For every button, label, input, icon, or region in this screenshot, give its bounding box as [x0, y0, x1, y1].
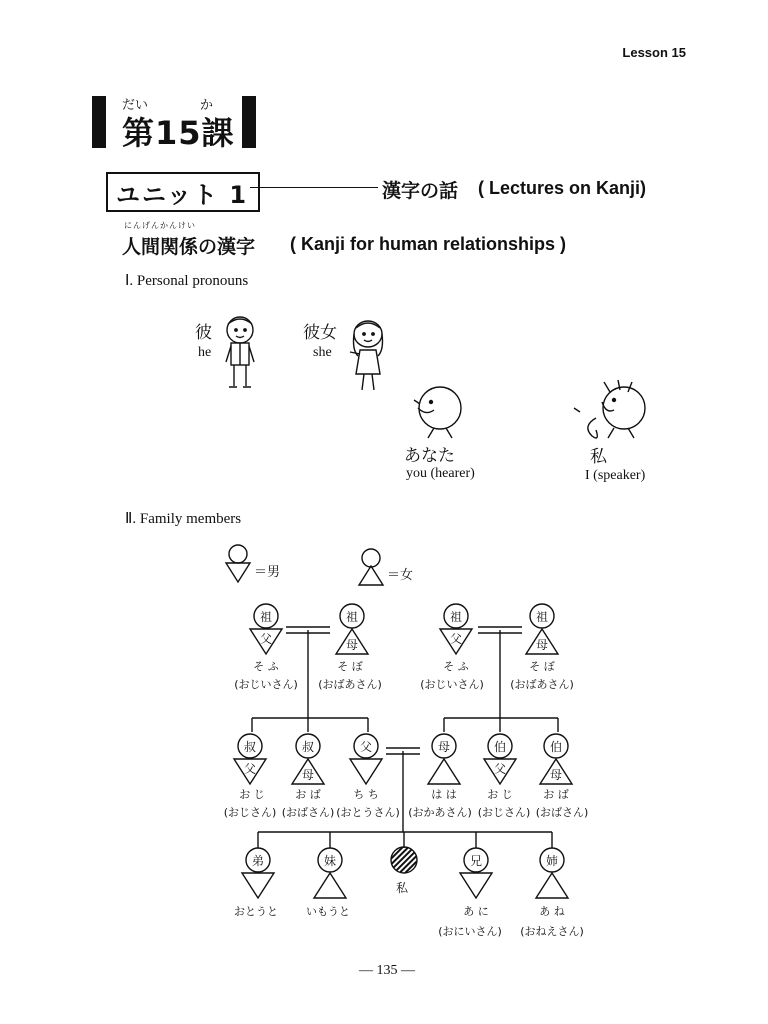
- kinship-polite: (おばさん): [281, 806, 335, 819]
- kinship-reading: あ に: [463, 905, 489, 918]
- pronoun-kanji: 彼女: [303, 323, 337, 343]
- ruby-dai: だい: [122, 98, 149, 113]
- kinship-polite: (おねえさん): [520, 925, 584, 938]
- kinship-reading: そ ぼ: [529, 660, 555, 673]
- legend-male-icon: [226, 545, 250, 582]
- kinship-kanji: 妹: [323, 854, 337, 868]
- kinship-kanji: 兄: [469, 854, 483, 868]
- legend-male-label: ＝男: [254, 565, 281, 580]
- page-number: — 135 —: [359, 963, 415, 978]
- kinship-polite: (おかあさん): [408, 806, 472, 819]
- boy-figure-icon: [226, 317, 254, 387]
- kinship-kanji: 父: [493, 762, 507, 776]
- kinship-kanji: 祖: [345, 610, 359, 624]
- kinship-polite: (おばあさん): [510, 678, 574, 691]
- pronoun-english: he: [198, 345, 212, 360]
- topic-ruby: にんげんかんけい: [124, 221, 196, 230]
- kinship-kanji: 母: [301, 768, 315, 782]
- kinship-kanji: 母: [437, 740, 451, 754]
- kinship-kanji: 伯: [549, 740, 563, 754]
- pronoun-kanji: 私: [590, 447, 607, 467]
- kinship-reading: いもうと: [306, 905, 350, 918]
- kinship-polite: (おじいさん): [420, 678, 484, 691]
- kinship-kanji: 叔: [301, 740, 315, 754]
- kinship-reading: 私: [395, 881, 409, 895]
- pronoun-kanji: あなた: [404, 446, 455, 466]
- kinship-kanji: 伯: [493, 740, 507, 754]
- ruby-ka: か: [200, 98, 214, 113]
- hearer-face-icon: [414, 387, 461, 438]
- kinship-reading: そ ぼ: [337, 660, 363, 673]
- kinship-kanji: 祖: [535, 610, 549, 624]
- kinship-polite: (おとうさん): [336, 806, 400, 819]
- section-heading-family: Ⅱ. Family members: [125, 511, 242, 527]
- topic-title-jp: 人間関係の漢字: [122, 236, 256, 258]
- kinship-kanji: 母: [345, 638, 359, 652]
- kinship-kanji: 父: [243, 762, 257, 776]
- legend-female-icon: [359, 549, 383, 585]
- kinship-reading: そ ふ: [443, 660, 469, 673]
- kinship-reading: そ ふ: [253, 660, 279, 673]
- legend-female-label: ＝女: [387, 568, 414, 583]
- lesson-title: 第15課: [122, 114, 235, 152]
- unit-title-en: ( Lectures on Kanji): [478, 178, 647, 198]
- self-symbol: [391, 847, 417, 873]
- kinship-reading: は は: [431, 788, 457, 801]
- kinship-reading: ち ち: [353, 788, 379, 801]
- girl-figure-icon: [350, 321, 383, 390]
- kinship-kanji: 叔: [243, 740, 257, 754]
- kinship-reading: お ば: [543, 788, 569, 801]
- family-tree: [0, 530, 768, 950]
- topic-title-en: ( Kanji for human relationships ): [290, 234, 567, 254]
- kinship-kanji: 母: [535, 638, 549, 652]
- pronoun-english: I (speaker): [585, 468, 646, 483]
- kinship-kanji: 弟: [251, 854, 265, 868]
- unit-title-jp: 漢字の話: [382, 180, 459, 202]
- kinship-kanji: 母: [549, 768, 563, 782]
- kinship-kanji: 祖: [259, 610, 273, 624]
- kinship-reading: お じ: [487, 788, 513, 801]
- kinship-kanji: 姉: [545, 854, 559, 868]
- kinship-polite: (おじいさん): [234, 678, 298, 691]
- pronoun-kanji: 彼: [195, 323, 212, 343]
- kinship-kanji: 父: [449, 632, 463, 646]
- kinship-polite: (おにいさん): [438, 925, 502, 938]
- kinship-kanji: 父: [359, 740, 373, 754]
- kinship-kanji: 父: [259, 632, 273, 646]
- kinship-reading: お ば: [295, 788, 321, 801]
- kinship-kanji: 祖: [449, 610, 463, 624]
- kinship-polite: (おばあさん): [318, 678, 382, 691]
- pronoun-english: you (hearer): [406, 466, 475, 481]
- kinship-polite: (おばさん): [535, 806, 589, 819]
- section-heading-pronouns: Ⅰ. Personal pronouns: [125, 273, 249, 289]
- unit-box-label: ユニット 1: [106, 172, 260, 212]
- kinship-reading: あ ね: [539, 905, 565, 918]
- kinship-polite: (おじさん): [223, 806, 277, 819]
- kinship-reading: お じ: [239, 788, 265, 801]
- speaker-face-icon: [574, 380, 645, 438]
- pronoun-english: she: [313, 345, 332, 360]
- lesson-label: Lesson 15: [622, 45, 686, 60]
- kinship-reading: おとうと: [234, 905, 278, 918]
- kinship-polite: (おじさん): [477, 806, 531, 819]
